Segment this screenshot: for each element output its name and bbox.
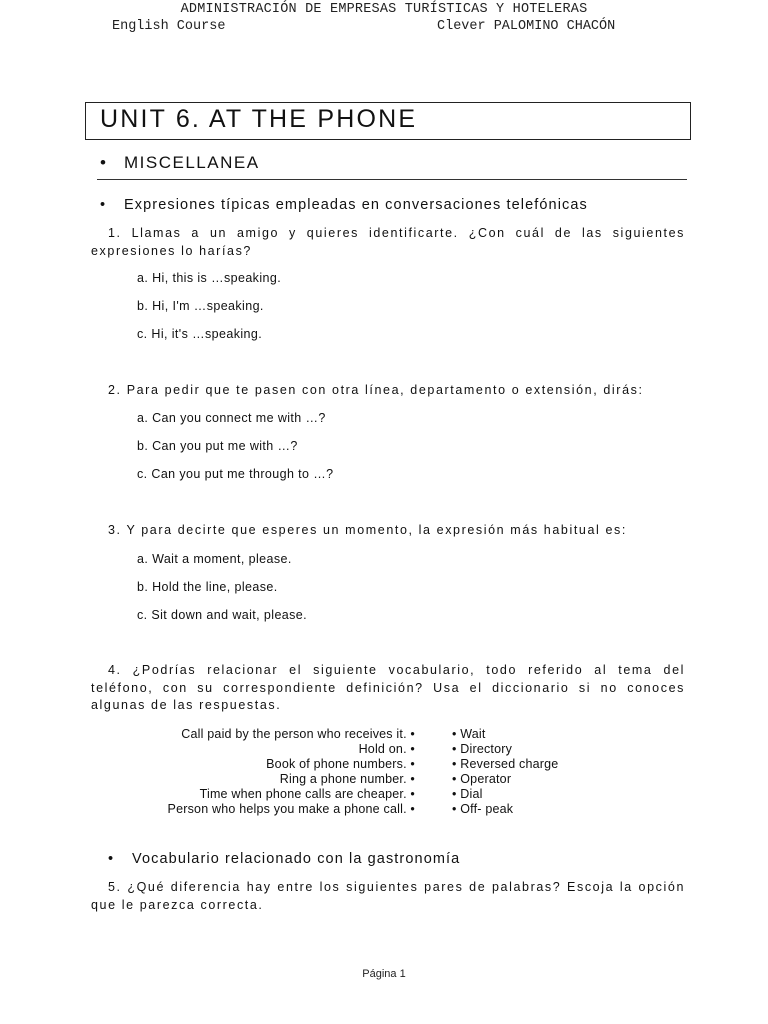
- term-item: • Reversed charge: [452, 757, 559, 771]
- definition-item: Hold on. •: [358, 742, 415, 756]
- definition-item: Book of phone numbers. •: [266, 757, 415, 771]
- bullet-icon: •: [108, 851, 115, 867]
- question-1-option-a: a. Hi, this is …speaking.: [137, 271, 282, 285]
- question-3: 3. Y para decirte que esperes un momento, la expresión más habitual es:: [108, 523, 627, 537]
- header-author: Clever PALOMINO CHACÓN: [437, 19, 616, 34]
- term-item: • Wait: [452, 727, 486, 741]
- subsection-heading-1: [100, 197, 588, 213]
- question-2-option-c: c. Can you put me through to …?: [137, 467, 334, 481]
- question-2: 2. Para pedir que te pasen con otra línea, departamento o extensión, dirás:: [108, 383, 644, 397]
- question-2-option-b: b. Can you put me with …?: [137, 439, 298, 453]
- question-2-option-a: a. Can you connect me with …?: [137, 411, 326, 425]
- definitions-column: [90, 727, 415, 817]
- bullet-icon: •: [100, 153, 108, 172]
- subsection-title-1: Expresiones típicas empleadas en conversaciones telefónicas: [124, 197, 588, 213]
- question-1: 1. Llamas a un amigo y quieres identificarte. ¿Con cuál de las siguientes expresiones lo harías?: [91, 226, 685, 258]
- term-item: • Operator: [452, 772, 512, 786]
- question-3-option-b: b. Hold the line, please.: [137, 580, 278, 594]
- question-1-option-c: c. Hi, it's …speaking.: [137, 327, 263, 341]
- unit-title: UNIT 6. AT THE PHONE: [100, 105, 418, 133]
- page-number: Página 1: [362, 968, 406, 980]
- question-1-option-b: b. Hi, I'm …speaking.: [137, 299, 264, 313]
- header-course: English Course: [112, 19, 226, 34]
- definition-item: Person who helps you make a phone call. •: [167, 802, 415, 816]
- term-item: • Directory: [452, 742, 513, 756]
- header-title: ADMINISTRACIÓN DE EMPRESAS TURÍSTICAS Y HOTELERAS: [180, 2, 588, 17]
- section-divider: [97, 179, 687, 180]
- bullet-icon: •: [100, 197, 107, 213]
- section-title: MISCELLANEA: [124, 153, 260, 172]
- term-item: • Off- peak: [452, 802, 514, 816]
- subsection-heading-2: [108, 851, 460, 867]
- question-5: 5. ¿Qué diferencia hay entre los siguientes pares de palabras? Escoja la opción que le parezca correcta.: [91, 880, 685, 912]
- question-3-option-c: c. Sit down and wait, please.: [137, 608, 308, 622]
- subsection-title-2: Vocabulario relacionado con la gastronomía: [132, 851, 461, 867]
- term-item: • Dial: [452, 787, 483, 801]
- unit-title-box: [85, 102, 691, 140]
- definition-item: Ring a phone number. •: [279, 772, 415, 786]
- question-3-option-a: a. Wait a moment, please.: [137, 552, 292, 566]
- terms-column: [452, 727, 652, 817]
- definition-item: Time when phone calls are cheaper. •: [199, 787, 415, 801]
- definition-item: Call paid by the person who receives it. •: [181, 727, 415, 741]
- question-4: 4. ¿Podrías relacionar el siguiente vocabulario, todo referido al tema del teléfono, con su correspondiente definición? Usa el diccionario si no conoces algunas de las respuestas.: [91, 663, 685, 712]
- section-heading: [100, 153, 260, 173]
